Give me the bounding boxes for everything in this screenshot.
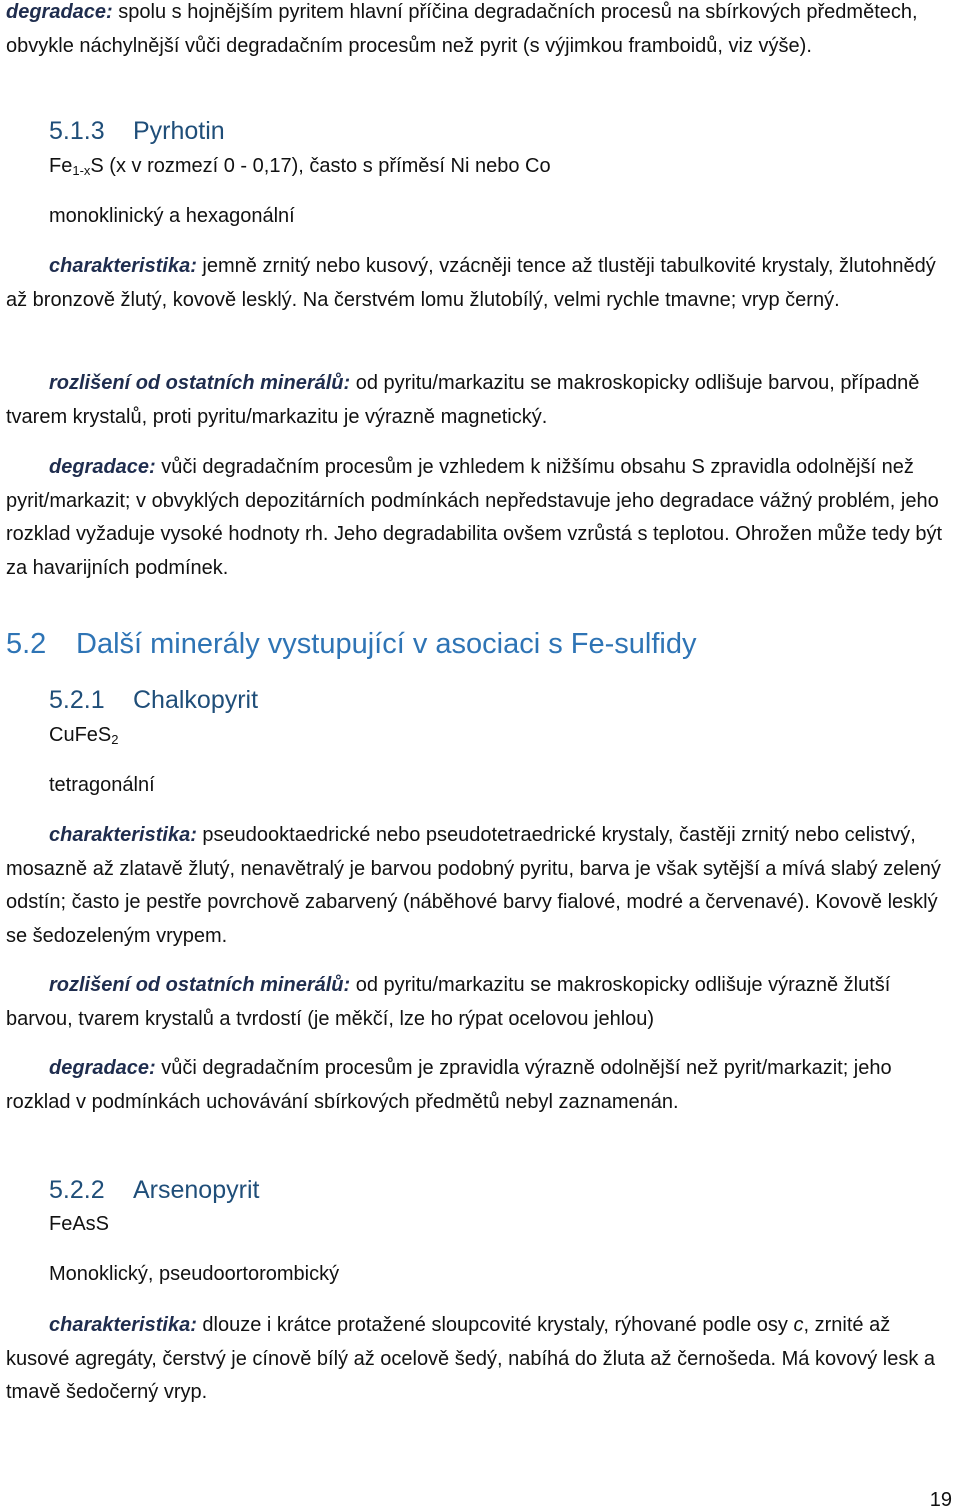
- axis-letter: c: [793, 1314, 804, 1336]
- characteristics-arsenopyrit: [6, 1309, 958, 1410]
- degradation-chalkopyrit: [6, 1052, 958, 1119]
- crystal-system-arsenopyrit: Monoklický, pseudoortorombický: [49, 1263, 340, 1285]
- characteristics-pyrhotin: [6, 250, 958, 317]
- term-label: charakteristika:: [49, 255, 197, 277]
- paragraph-text: jemně zrnitý nebo kusový, vzácněji tence až tlustěji tabulkovité krystaly, žlutohnědý až bronzově žlutý, kovově lesklý. Na čerstvém lomu žlutobílý, velmi rychle tmavne; vryp černý.: [6, 255, 936, 311]
- characteristics-chalkopyrit: [6, 819, 958, 953]
- term-label: rozlišení od ostatních minerálů:: [49, 372, 351, 394]
- crystal-system-chalkopyrit: tetragonální: [49, 774, 155, 796]
- heading-pyrhotin: [49, 114, 225, 148]
- formula-pyrhotin: $Fe_{1-x}S$ (x v rozmezí 0 - 0,17), často s příměsí Ni nebo Co: [49, 155, 551, 178]
- formula-arsenopyrit: FeAsS: [49, 1213, 110, 1235]
- term-label: charakteristika:: [49, 824, 197, 846]
- paragraph-text: spolu s hojnějším pyritem hlavní příčina degradačních procesů na sbírkových předmětech, obvykle náchylnější vůči degradačním procesům než pyrit (s výjimkou framboidů, viz výše).: [6, 1, 918, 57]
- crystal-system-pyrhotin: monoklinický a hexagonální: [49, 205, 295, 227]
- heading-title: Pyrhotin: [133, 117, 225, 145]
- term-label: degradace:: [6, 1, 113, 23]
- term-label: charakteristika:: [49, 1314, 197, 1336]
- term-label: rozlišení od ostatních minerálů:: [49, 974, 351, 996]
- degradation-pyrhotin: [6, 451, 958, 585]
- paragraph-text: od pyritu/markazitu se makroskopicky odlišuje výrazně žlutší barvou, tvarem krystalů a tvrdostí (je měkčí, lze ho rýpat ocelovou jehlou): [6, 974, 891, 1030]
- distinction-chalkopyrit: [6, 969, 958, 1036]
- distinction-pyrhotin: [6, 367, 958, 434]
- degradation-paragraph-intro: [6, 0, 958, 63]
- term-label: degradace:: [49, 1057, 156, 1079]
- page-number: 19: [929, 1489, 952, 1511]
- heading-title: Další minerály vystupující v asociaci s Fe-sulfidy: [76, 628, 697, 660]
- heading-number: 5.2: [6, 628, 47, 660]
- heading-title: Chalkopyrit: [133, 686, 259, 714]
- formula-chalkopyrit: CuFeS$_2$: [49, 724, 119, 747]
- paragraph-text: vůči degradačním procesům je vzhledem k nižšímu obsahu S zpravidla odolnější než pyrit/markazit; v obvyklých depozitárních podmínkách nepředstavuje jeho degradace vážný problém, jeho rozklad vyžaduje vysoké hodnoty rh. Jeho degradabilita ovšem vzrůstá s teplotou. Ohrožen může tedy být za havarijních podmínek.: [6, 456, 943, 579]
- term-label: degradace:: [49, 456, 156, 478]
- heading-number: 5.1.3: [49, 117, 105, 145]
- paragraph-text: pseudooktaedrické nebo pseudotetraedrické krystaly, častěji zrnitý nebo celistvý, mosazně až zlatavě žlutý, nenavětralý je barvou podobný pyritu, barva je však sytější a mívá slabý zelený odstín; často je pestře povrchově zabarvený (náběhové barvy fialové, modré a červenavé). Kovově lesklý se šedozeleným vrypem.: [6, 824, 941, 947]
- heading-arsenopyrit: [49, 1173, 259, 1207]
- paragraph-text: vůči degradačním procesům je zpravidla výrazně odolnější než pyrit/markazit; jeho rozklad v podmínkách uchovávání sbírkových předmětů nebyl zaznamenán.: [6, 1057, 892, 1113]
- heading-section-5-2: [6, 625, 696, 663]
- heading-chalkopyrit: [49, 683, 258, 717]
- paragraph-text: od pyritu/markazitu se makroskopicky odlišuje barvou, případně tvarem krystalů, proti pyritu/markazitu je výrazně magnetický.: [6, 372, 920, 428]
- heading-number: 5.2.2: [49, 1176, 105, 1204]
- paragraph-text: , zrnité až kusové agregáty, čerstvý je cínově bílý až ocelově šedý, nabíhá do žluta až černošeda. Má kovový lesk a tmavě šedočerný vryp.: [6, 1314, 936, 1403]
- heading-number: 5.2.1: [49, 686, 105, 714]
- paragraph-text: dlouze i krátce protažené sloupcovité krystaly, rýhované podle osy: [196, 1314, 794, 1336]
- heading-title: Arsenopyrit: [133, 1176, 260, 1204]
